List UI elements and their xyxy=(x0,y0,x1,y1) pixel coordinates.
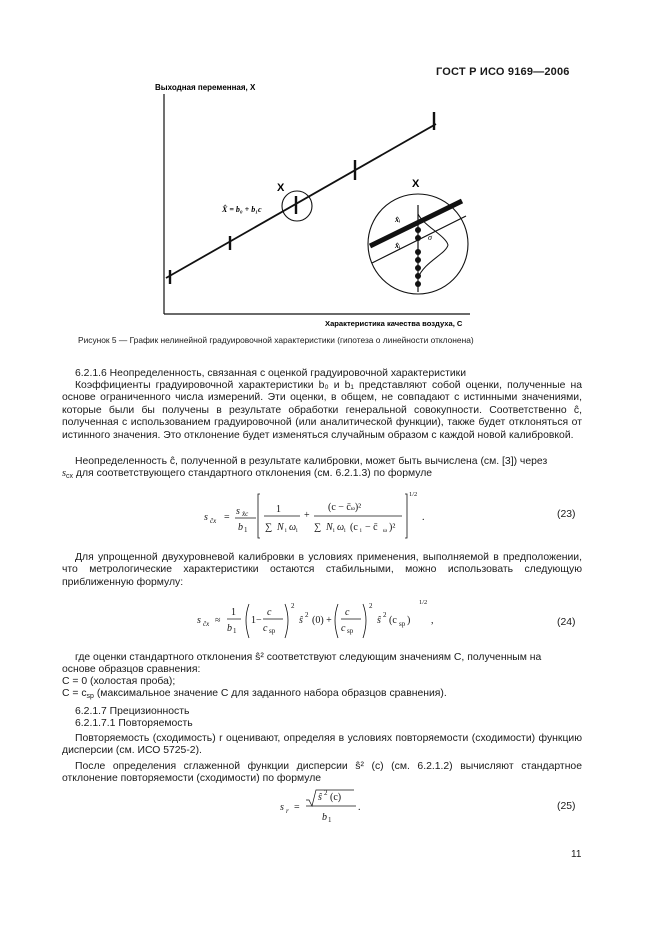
svg-text:− c̄: − c̄ xyxy=(365,522,378,533)
svg-text:1: 1 xyxy=(244,526,248,534)
svg-text:s: s xyxy=(197,615,201,626)
equation-24-number: (24) xyxy=(557,617,576,628)
svg-text:i: i xyxy=(296,528,298,534)
svg-text:i: i xyxy=(333,528,335,534)
svg-text:∑: ∑ xyxy=(265,522,273,533)
zoom-point xyxy=(415,257,421,263)
zoom-point xyxy=(415,281,421,287)
svg-text:1: 1 xyxy=(233,627,237,635)
x-axis-label: Характеристика качества воздуха, C xyxy=(325,319,463,328)
y-axis-label: Выходная переменная, X xyxy=(155,83,256,92)
figure-caption: Рисунок 5 — График нелинейной градуировочной характеристики (гипотеза о линейности отклонена) xyxy=(78,335,474,345)
paragraph-estimates-b: основе образцов сравнения: xyxy=(62,664,201,675)
zoom-point xyxy=(415,249,421,255)
svg-text:1: 1 xyxy=(231,607,236,618)
svg-text:ω: ω xyxy=(289,522,297,533)
svg-text:1/2: 1/2 xyxy=(409,491,418,498)
svg-text:1−: 1− xyxy=(251,615,262,626)
svg-text:s: s xyxy=(280,802,284,813)
svg-text:)²: )² xyxy=(389,522,396,533)
detail-marker-small: X xyxy=(277,182,285,194)
svg-text:1: 1 xyxy=(328,816,332,824)
svg-text:ω: ω xyxy=(383,528,387,534)
line-equation-label: X̂ = b₀ + b₁c xyxy=(222,205,262,214)
svg-text:b: b xyxy=(322,812,327,823)
svg-text:(c: (c xyxy=(350,522,358,533)
svg-text:N: N xyxy=(277,522,284,533)
zoom-label-x2: x̂ᵢ xyxy=(395,241,401,250)
svg-text:1/2: 1/2 xyxy=(419,599,428,606)
svg-text:=: = xyxy=(294,802,300,813)
zoom-label-sigma: σ xyxy=(428,233,432,242)
svg-text:s: s xyxy=(204,512,208,523)
svg-text:2: 2 xyxy=(291,602,295,610)
paragraph-two-level: Для упрощенной двухуровневой калибровки в условиях применения, выполняемой в предположении, что метрологические характеристики остаются стабильными, можно использовать следующую приближенную формулу: xyxy=(62,552,582,588)
svg-text:≈: ≈ xyxy=(215,615,221,626)
svg-text:sp: sp xyxy=(269,627,276,635)
equation-23 xyxy=(200,488,440,544)
svg-text:.: . xyxy=(358,802,361,813)
zoom-point xyxy=(415,265,421,271)
paragraph-coefficients: Коэффициенты градуировочной характеристики b₀ и b₁ представляют собой оценки, полученные на основе ограниченного числа измерений. Эти оценки, в общем, не совпадают с истинными значениями, которые были бы получены в результате обработки генеральной совокупности. Соответственно ĉ, полученная с использованием градуировочной (или аналитической функции), также будет отклоняться от истинного значения. Это отклонение будет изменяться случайным образом с каждой новой калибровкой. xyxy=(62,380,582,441)
svg-text:ŝ: ŝ xyxy=(318,792,322,803)
svg-text:ω: ω xyxy=(337,522,345,533)
svg-text:2: 2 xyxy=(383,611,387,619)
svg-text:ŝ: ŝ xyxy=(299,615,303,626)
svg-text:∑: ∑ xyxy=(314,522,322,533)
svg-text:ĉx: ĉx xyxy=(203,620,210,628)
svg-text:1: 1 xyxy=(276,504,281,515)
svg-text:N: N xyxy=(326,522,333,533)
page-number: 11 xyxy=(571,849,582,860)
svg-text:ĉx: ĉx xyxy=(210,517,217,525)
svg-text:i: i xyxy=(344,528,346,534)
calibration-line xyxy=(166,124,436,278)
svg-text:b: b xyxy=(227,623,232,634)
svg-text:2: 2 xyxy=(324,789,328,797)
svg-text:i: i xyxy=(360,528,362,534)
svg-text:,: , xyxy=(431,615,434,626)
svg-text:b: b xyxy=(238,522,243,533)
svg-text:i: i xyxy=(285,528,287,534)
section-6217-title: 6.2.1.7 Прецизионность xyxy=(75,706,190,717)
paragraph-estimates-a: где оценки стандартного отклонения ŝ² соответствуют следующим значениям C, полученным на xyxy=(75,652,542,663)
svg-text:2: 2 xyxy=(305,611,309,619)
svg-text:ŝ: ŝ xyxy=(377,615,381,626)
calibration-figure xyxy=(0,0,661,340)
svg-text:.: . xyxy=(422,512,425,523)
svg-text:c: c xyxy=(267,607,272,618)
svg-text:s: s xyxy=(236,506,240,517)
svg-text:(c): (c) xyxy=(330,792,342,803)
svg-text:c: c xyxy=(341,623,346,634)
zoom-point xyxy=(415,227,421,233)
svg-text:sp: sp xyxy=(347,627,354,635)
distribution-curve xyxy=(418,214,448,278)
svg-text:): ) xyxy=(407,615,411,626)
zoom-point xyxy=(415,235,421,241)
paragraph-uncertainty-b: $s_{cx}$ для соответствующего стандартного отклонения (см. 6.2.1.3) по формуле xyxy=(62,468,433,480)
section-62171-title: 6.2.1.7.1 Повторяемость xyxy=(75,718,193,729)
equation-25-number: (25) xyxy=(557,801,576,812)
paragraph-repeatability: Повторяемость (сходимость) r оценивают, определяя в условиях повторяемости (сходимости) функцию дисперсии (см. ИСО 5725-2). xyxy=(62,733,582,757)
zoom-label-x1: x̂ᵢ xyxy=(395,215,401,224)
svg-text:+: + xyxy=(304,510,310,521)
svg-text:r: r xyxy=(286,807,289,815)
equation-23-number: (23) xyxy=(557,509,576,520)
svg-text:(c: (c xyxy=(389,615,397,626)
svg-text:c: c xyxy=(263,623,268,634)
document-header: ГОСТ Р ИСО 9169—2006 xyxy=(436,66,570,78)
svg-text:c: c xyxy=(345,607,350,618)
svg-text:x̂c: x̂c xyxy=(242,510,249,518)
svg-text:2: 2 xyxy=(369,602,373,610)
svg-text:(0) +: (0) + xyxy=(312,615,332,626)
list-c0: C = 0 (холостая проба); xyxy=(62,676,176,687)
paragraph-uncertainty-a: Неопределенность ĉ, полученной в результате калибровки, может быть вычислена (см. [3]) через xyxy=(75,456,548,467)
svg-text:sp: sp xyxy=(399,620,406,628)
section-6216-title: 6.2.1.6 Неопределенность, связанная с оценкой градуировочной характеристики xyxy=(75,368,467,379)
equation-25 xyxy=(276,786,386,826)
detail-marker-large: X xyxy=(412,178,420,190)
paragraph-variance: После определения сглаженной функции дисперсии ŝ² (c) (см. 6.2.1.2) вычисляют стандартное отклонение повторяемости (сходимости) по формуле xyxy=(62,761,582,785)
svg-text:=: = xyxy=(224,512,230,523)
equation-24 xyxy=(195,598,445,642)
list-csp: $C = c_{sp}$ (максимальное значение C для заданного набора образцов сравнения). xyxy=(62,688,447,700)
svg-text:(c − c̄ω)²: (c − c̄ω)² xyxy=(328,502,362,513)
